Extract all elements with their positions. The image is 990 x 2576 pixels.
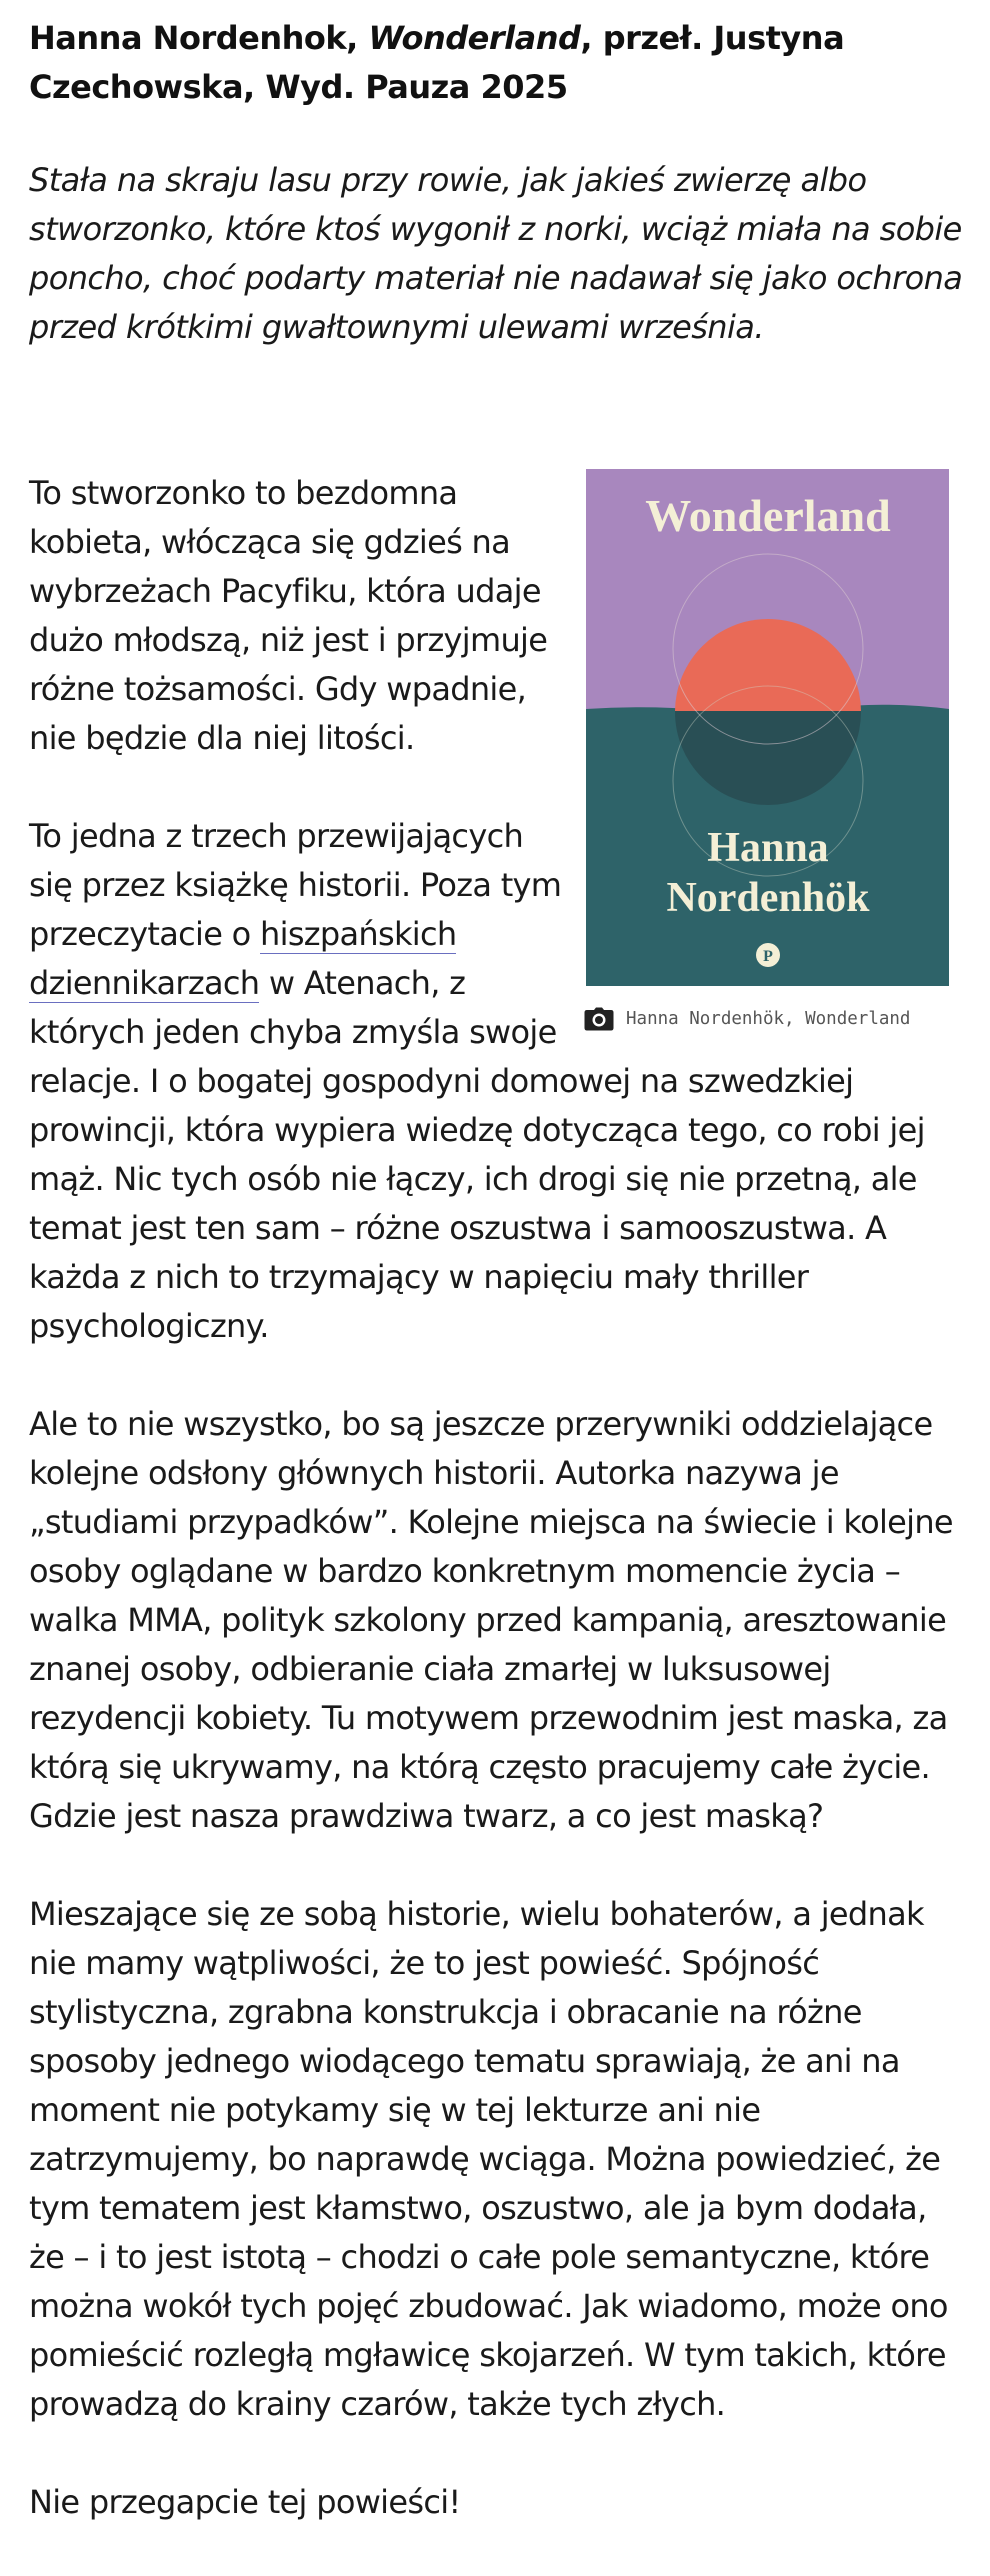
paragraph-1: To stworzonko to bezdomna kobieta, włócząca się gdzieś na wybrzeżach Pacyfiku, która udaje dużo młodszą, niż jest i przyjmuje różne tożsamości. Gdy wpadnie, nie będzie dla niej litości. bbox=[29, 474, 548, 757]
cover-title: Wonderland bbox=[645, 490, 891, 541]
lead-quote: Stała na skraju lasu przy rowie, jak jakieś zwierzę albo stworzonko, które ktoś wygonił z norki, wciąż miała na sobie poncho, choć podarty materiał nie nadawał się jako ochrona przed krótkimi gwałtownymi ulewami września. bbox=[29, 161, 963, 346]
heading-title: Wonderland bbox=[368, 19, 581, 57]
paragraph-2-start: To jedna z trzech przewijających się przez książkę historii. Poza tym przeczytacie o bbox=[29, 817, 562, 953]
cover-author-line2: Nordenhök bbox=[666, 875, 870, 921]
book-figure bbox=[584, 469, 989, 1039]
paragraph-5: Nie przegapcie tej powieści! bbox=[29, 2483, 461, 2521]
book-heading bbox=[29, 14, 969, 112]
image-caption bbox=[584, 999, 989, 1039]
camera-icon bbox=[584, 1007, 614, 1031]
heading-author: Hanna Nordenhok, bbox=[29, 19, 358, 57]
article-body bbox=[29, 469, 969, 2576]
publisher-logo-letter: P bbox=[763, 948, 773, 965]
article bbox=[29, 0, 969, 2576]
paragraph-3: Ale to nie wszystko, bo są jeszcze przerywniki oddzielające kolejne odsłony głównych historii. Autorka nazywa je „studiami przypadków”. Kolejne miejsca na świecie i kolejne osoby oglądane w bardzo konkretnym momencie życia – walka MMA, polityk szkolony przed kampanią, aresztowanie znanej osoby, odbieranie ciała zmarłej w luksusowej rezydencji kobiety. Tu motywem przewodnim jest maska, za którą się ukrywamy, na którą często pracujemy całe życie. Gdzie jest nasza prawdziwa twarz, a co jest maską? bbox=[29, 1405, 953, 1835]
journalists-link[interactable]: hiszpańskich dziennikarzach bbox=[29, 915, 457, 1002]
paragraph-2-end: w Atenach, z których jeden chyba zmyśla swoje relacje. I o bogatej gospodyni domowej na szwedzkiej prowincji, która wypiera wiedzę dotycząca tego, co robi jej mąż. Nic tych osób nie łączy, ich drogi się nie przetną, ale temat jest ten sam – różne oszustwa i samooszustwa. A każda z nich to trzymający w napięciu mały thriller psychologiczny. bbox=[29, 964, 925, 1345]
cover-author-line1: Hanna bbox=[707, 825, 829, 871]
book-cover-image[interactable] bbox=[586, 469, 949, 986]
heading-details: , przeł. Justyna Czechowska, Wyd. Pauza 2025 bbox=[29, 19, 845, 106]
paragraph-4: Mieszające się ze sobą historie, wielu bohaterów, a jednak nie mamy wątpliwości, że to jest powieść. Spójność stylistyczna, zgrabna konstrukcja i obracanie na różne sposoby jednego wiodącego tematu sprawiają, że ani na moment nie potykamy się w tej lekturze ani nie zatrzymujemy, bo naprawdę wciąga. Można powiedzieć, że tym tematem jest kłamstwo, oszustwo, ale ja bym dodała, że – i to jest istotą – chodzi o całe pole semantyczne, które można wokół tych pojęć zbudować. Jak wiadomo, może ono pomieścić rozległą mgławicę skojarzeń. W tym takich, które prowadzą do krainy czarów, także tych złych. bbox=[29, 1895, 948, 2423]
caption-text: Hanna Nordenhök, Wonderland bbox=[626, 1009, 911, 1029]
